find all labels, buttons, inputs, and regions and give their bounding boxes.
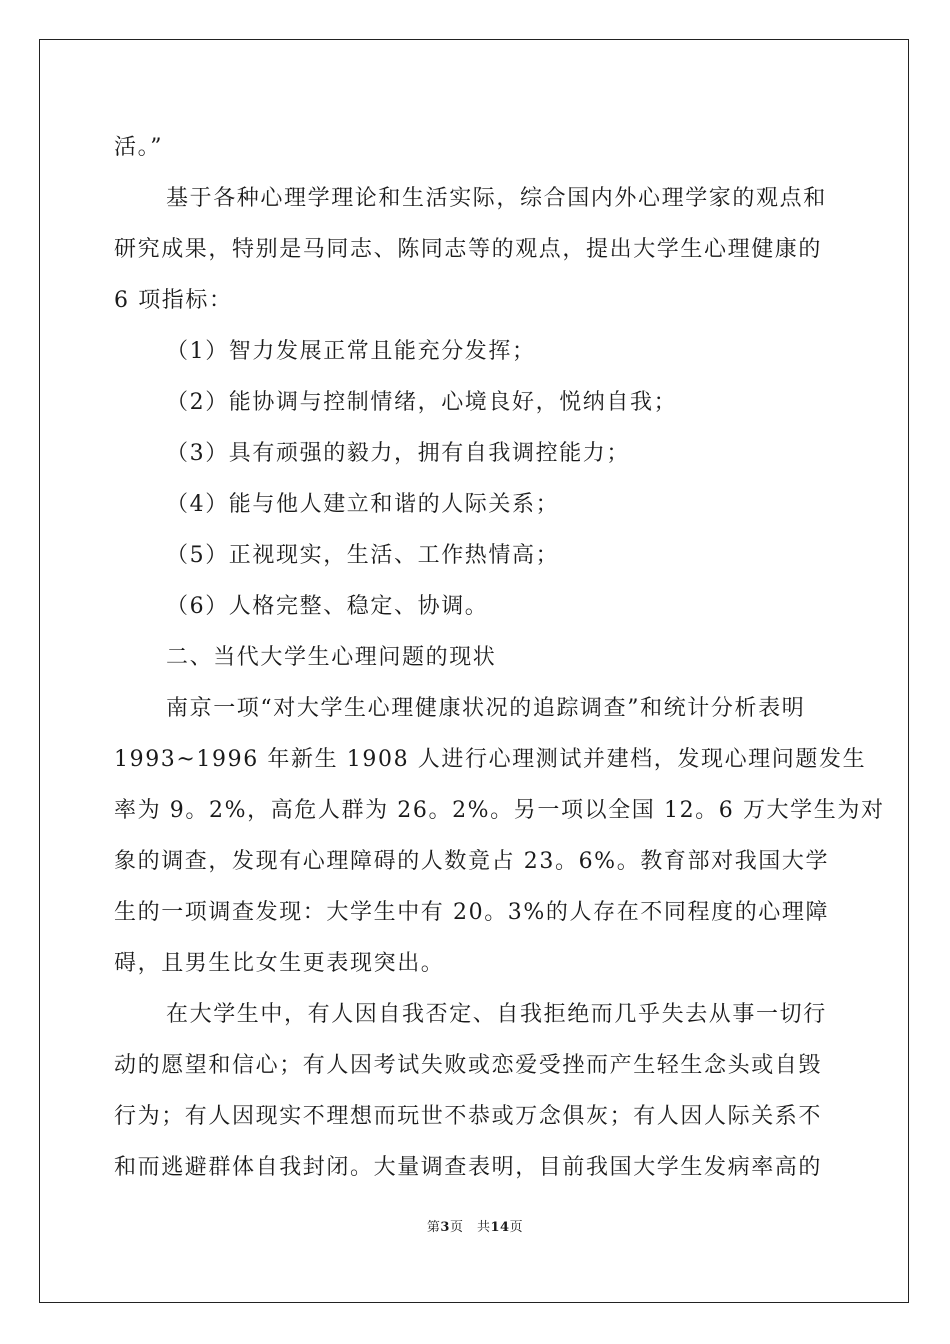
text-line: 研究成果，特别是马同志、陈同志等的观点，提出大学生心理健康的 [114, 237, 823, 262]
page-footer [0, 1216, 950, 1235]
text-line: （6）人格完整、稳定、协调。 [166, 594, 489, 619]
total-pages-number: 14 [490, 1220, 510, 1235]
text-line: （3）具有顽强的毅力，拥有自我调控能力； [166, 441, 630, 466]
text-line: 1993~1996 年新生 1908 人进行心理测试并建档，发现心理问题发生 [114, 747, 867, 772]
text-line: 生的一项调查发现：大学生中有 20。3%的人存在不同程度的心理障 [114, 900, 830, 925]
text-line: 活。” [114, 135, 164, 160]
text-line: 象的调查，发现有心理障碍的人数竟占 23。6%。教育部对我国大学 [114, 849, 830, 874]
text-line: 碍，且男生比女生更表现突出。 [114, 951, 445, 976]
text-line: 行为；有人因现实不理想而玩世不恭或万念俱灰；有人因人际关系不 [114, 1104, 823, 1129]
text-line: （2）能协调与控制情绪，心境良好，悦纳自我； [166, 390, 678, 415]
footer-suffix: 页 [509, 1220, 524, 1235]
text-line: 基于各种心理学理论和生活实际，综合国内外心理学家的观点和 [166, 186, 827, 211]
document-body [114, 122, 885, 1193]
text-line: （5）正视现实，生活、工作热情高； [166, 543, 560, 568]
text-line: 率为 9。2%，高危人群为 26。2%。另一项以全国 12。6 万大学生为对 [114, 798, 885, 823]
text-line: 南京一项“对大学生心理健康状况的追踪调查”和统计分析表明 [166, 696, 806, 721]
text-line: （1）智力发展正常且能充分发挥； [166, 339, 536, 364]
footer-mid: 页 共 [449, 1220, 491, 1235]
text-line: 动的愿望和信心；有人因考试失败或恋爱受挫而产生轻生念头或自毁 [114, 1053, 823, 1078]
text-line: 6 项指标： [114, 288, 233, 313]
text-line: 和而逃避群体自我封闭。大量调查表明，目前我国大学生发病率高的 [114, 1155, 823, 1180]
footer-prefix: 第 [426, 1220, 441, 1235]
text-line: 在大学生中，有人因自我否定、自我拒绝而几乎失去从事一切行 [166, 1002, 827, 1027]
current-page-number: 3 [440, 1220, 450, 1235]
text-line: （4）能与他人建立和谐的人际关系； [166, 492, 560, 517]
text-line: 二、当代大学生心理问题的现状 [166, 645, 497, 670]
